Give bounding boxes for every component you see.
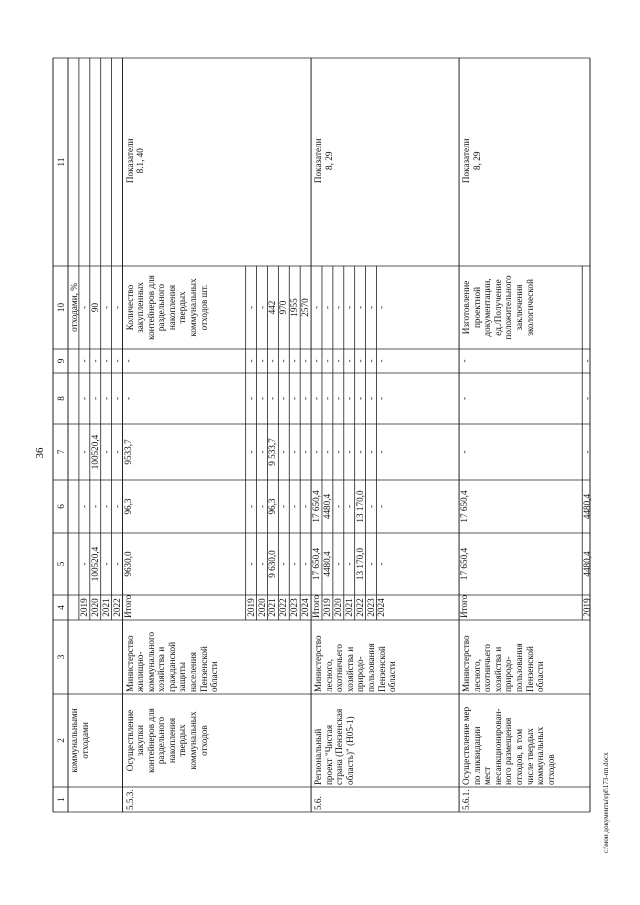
table-cell: - [78,396,89,401]
table-cell: - [311,450,322,454]
table-cell: 96,3 [122,498,133,515]
table-cell: - [78,562,89,566]
column-number: 1 [56,797,66,802]
table-cell: - [343,504,354,509]
table-cell: 9 630,0 [267,550,278,578]
table-cell [68,480,79,533]
table-cell: 2024 [376,598,387,617]
table-cell: - [245,562,256,566]
table-cell: - [111,305,122,310]
table-cell: 2023 [289,598,300,617]
table-cell: - [289,562,300,566]
table-cell: - [459,396,470,401]
table-cell: 4480,4 [582,493,593,520]
table-cell: - [122,359,133,363]
column-number: 9 [56,358,66,364]
table-cell: 13 170,0 [354,547,365,581]
section-number: 5.6. [313,796,324,810]
table-cell: - [78,359,89,363]
table-cell: - [278,396,289,401]
table-cell: - [343,396,354,401]
table-cell: - [100,562,111,566]
table-cell: - [111,396,122,401]
table-cell: - [376,562,387,566]
table-cell: 2021 [100,598,111,617]
table-cell: 17 650,4 [459,490,470,523]
table-cell: 2020 [332,598,343,617]
table-cell: - [100,504,111,509]
table-cell [68,595,79,620]
table-cell: 17 650,4 [311,547,322,581]
table-cell: - [300,396,311,401]
table-cell: - [354,396,365,401]
table-cell: - [365,359,376,363]
table-cell: 100520,4 [89,546,100,582]
table-cell: - [245,396,256,401]
table-cell: - [89,359,100,363]
table-cell: - [321,359,332,363]
column-number: 8 [56,396,66,401]
table-cell: - [267,396,278,401]
table-cell: 970 [278,300,289,315]
table-cell: - [289,359,300,363]
table-cell: - [256,396,267,401]
table-cell: Итого [122,595,133,618]
table-cell: - [354,305,365,310]
table-cell: - [245,504,256,509]
table-cell: Итого [311,595,322,618]
table-cell: - [111,504,122,509]
table-cell: - [278,359,289,363]
table-cell: - [278,450,289,454]
section-title: Осуществление мер по ликвидации мест несанкционирован- ного размещения отходов, в том числе твердых коммунальных отходов [461,706,556,785]
table-cell: - [111,450,122,454]
column-number: 10 [56,302,66,313]
indicator-text: Изготовление проектной документации, ед./Получение положительного заключения экологической [461,275,535,340]
table-cell: 2570 [300,298,311,317]
table-cell: - [256,359,267,363]
section-number: 5.6.1. [461,789,472,810]
responsible-ministry: Министерство лесного, охотничьего хозяйства и природо- пользования Пензенской области [313,635,398,692]
table-cell: - [289,450,300,454]
column-number: 3 [56,654,66,660]
table-cell [68,533,79,595]
responsible-ministry: Министерство лесного, охотничьего хозяйства и природо- пользования Пензенской области [461,635,546,692]
table-cell [68,349,79,373]
table-cell: - [300,450,311,454]
table-cell: - [278,504,289,509]
table-cell: 2022 [278,598,289,617]
table-cell: - [111,562,122,566]
table-cell: - [256,450,267,454]
table-cell: - [300,504,311,509]
table-cell: - [278,562,289,566]
table-cell: - [365,396,376,401]
table-cell: - [459,450,470,454]
table-cell: - [376,450,387,454]
table-cell: 2023 [365,598,376,617]
table-cell: - [343,562,354,566]
section-number: 5.5.3. [124,789,135,810]
table-cell: - [376,305,387,310]
table-cell: - [111,359,122,363]
table-cell: 4480,4 [321,493,332,520]
table-cell: - [78,305,89,310]
table-cell: - [354,450,365,454]
table-cell: 2020 [89,598,100,617]
table-cell: - [100,359,111,363]
table-cell: - [582,450,593,454]
table-cell: 17 650,4 [311,490,322,523]
table-cell: - [100,450,111,454]
table-cell: - [245,305,256,310]
table-cell: - [376,396,387,401]
table-cell: - [332,305,343,310]
table-cell: - [289,396,300,401]
responsible-ministry: Министерство жилищно- коммунального хозяйства и гражданской защиты населения Пензенской области [124,631,220,692]
table-cell: - [332,396,343,401]
table-cell: - [343,450,354,454]
table-cell: - [321,305,332,310]
table-cell: - [245,359,256,363]
table-cell: 2019 [582,598,593,617]
table-cell: - [376,504,387,509]
table-cell: 4480,4 [321,551,332,577]
table-cell: - [365,450,376,454]
table-cell: - [343,359,354,363]
table-cell: 1955 [289,298,300,317]
table-cell: 17 650,4 [459,547,470,581]
table-cell: 2019 [245,598,256,617]
table-cell: - [321,396,332,401]
indicator-text: отходами, % [69,283,79,332]
table-cell: 2021 [343,598,354,617]
table-cell: 2021 [267,598,278,617]
table-cell: - [376,359,387,363]
table-cell: - [100,305,111,310]
table-cell: 4480,4 [582,551,593,577]
table-cell: - [311,305,322,310]
table-cell: - [365,305,376,310]
table-cell: 100520,4 [89,434,100,470]
table-cell: - [582,359,593,363]
table-cell: 2022 [111,598,122,617]
column-number: 4 [56,605,66,610]
table-cell: - [343,305,354,310]
indicator-reference: Показатели 8, 29 [461,138,482,184]
table-cell: - [89,396,100,401]
table-cell: - [256,305,267,310]
table-cell: - [332,359,343,363]
table-cell: 2022 [354,598,365,617]
table-cell: Итого [459,595,470,618]
indicator-reference: Показатели 8, 29 [313,138,334,184]
table-cell: - [78,450,89,454]
table-cell: 2019 [78,598,89,617]
table-cell: 13 170,0 [354,490,365,523]
table-cell: 2020 [256,598,267,617]
section-title: Региональный проект "Чистая страна (Пензенская область)" (Н05-1) [313,708,355,785]
table-cell [68,424,79,480]
table-cell: - [245,450,256,454]
table-cell: - [311,396,322,401]
page-number: 36 [34,447,46,459]
table-cell: - [354,359,365,363]
table-cell: - [332,504,343,509]
table-cell: 96,3 [267,498,278,515]
table-cell: - [311,359,322,363]
column-number: 2 [56,738,66,743]
table-cell: - [78,504,89,509]
table-cell: - [256,562,267,566]
column-number: 7 [56,449,66,455]
table-cell: - [332,450,343,454]
table-cell: - [100,396,111,401]
table-cell: - [300,562,311,566]
indicator-reference: Показатели 8.1, 40 [124,138,146,184]
table-cell: - [300,359,311,363]
table-cell: - [365,504,376,509]
table-cell: - [332,562,343,566]
table-cell: - [267,359,278,363]
table-cell [68,373,79,424]
project-name: коммунальными отходами [69,708,90,773]
column-number: 11 [56,157,66,167]
table-cell: 9 533,7 [267,438,278,466]
table-cell: 2019 [321,598,332,617]
indicator-text: Количество закупленных контейнеров для раздельного накопления твердых коммунальных отходов шт. [124,275,209,340]
table-cell: - [321,450,332,454]
table-cell: - [122,396,133,401]
table-cell: 442 [267,300,278,315]
table-cell: - [289,504,300,509]
table-cell: 9533,7 [122,439,133,465]
table-cell: 9630,0 [122,551,133,577]
table-cell: - [256,504,267,509]
table-cell: - [582,396,593,401]
table-cell: 2024 [300,598,311,617]
table-cell: 90 [89,302,100,313]
table-cell: - [459,359,470,363]
footer-path: c:\мои документы\rpl\173-пп.docx [602,752,610,853]
table-cell: - [365,562,376,566]
section-title: Осуществление закупки контейнеров для раздельного накопления твердых коммунальных отходов [124,708,209,773]
table-cell: - [89,504,100,509]
column-number: 5 [56,561,66,567]
column-number: 6 [56,504,66,509]
